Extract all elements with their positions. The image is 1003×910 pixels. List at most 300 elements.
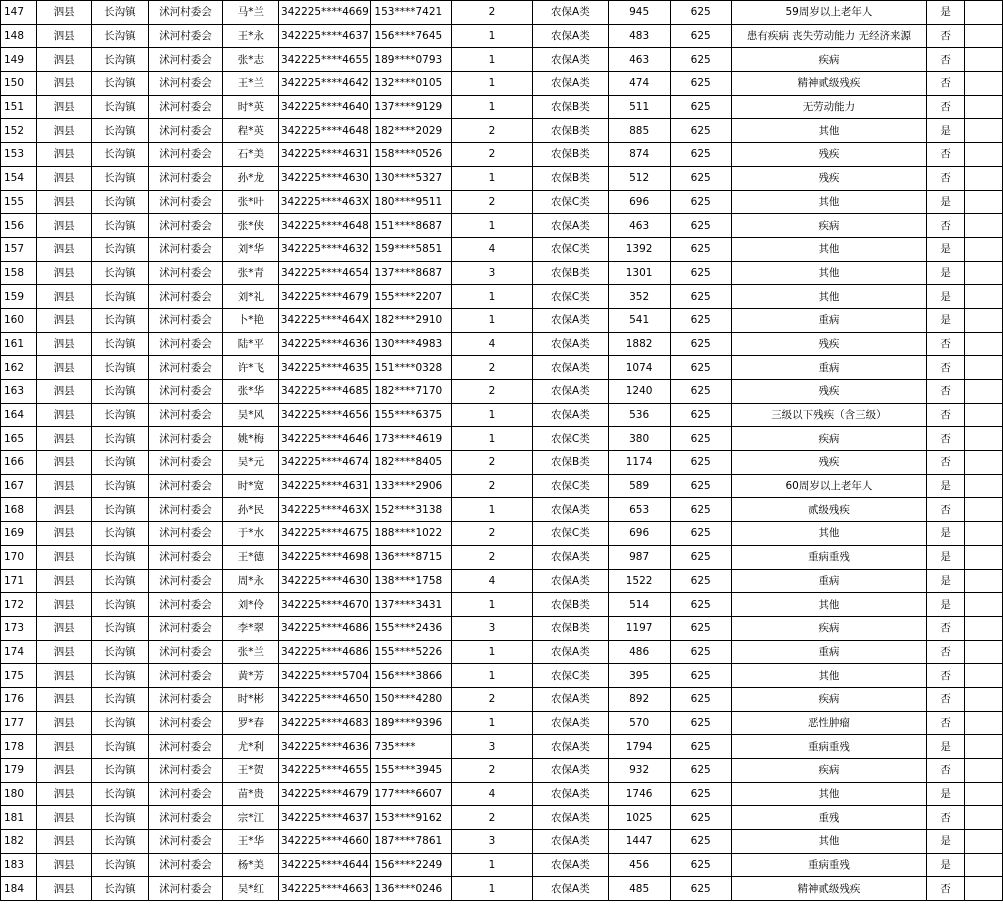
cell-county[interactable]: 泗县: [37, 545, 92, 569]
cell-insurance-type[interactable]: 农保B类: [533, 593, 609, 617]
cell-blank[interactable]: [965, 853, 1003, 877]
cell-standard[interactable]: 625: [670, 711, 731, 735]
cell-row-number[interactable]: 155: [1, 190, 37, 214]
cell-village-committee[interactable]: 沭河村委会: [148, 522, 223, 546]
cell-town[interactable]: 长沟镇: [92, 427, 149, 451]
cell-id-number[interactable]: 342225****4636: [279, 735, 371, 759]
cell-amount[interactable]: 874: [608, 143, 670, 167]
cell-flag[interactable]: 是: [926, 853, 964, 877]
cell-household-size[interactable]: 3: [451, 616, 532, 640]
cell-household-size[interactable]: 2: [451, 759, 532, 783]
cell-amount[interactable]: 1197: [608, 616, 670, 640]
cell-name[interactable]: 王*贺: [223, 759, 279, 783]
cell-amount[interactable]: 885: [608, 119, 670, 143]
cell-village-committee[interactable]: 沭河村委会: [148, 237, 223, 261]
cell-name[interactable]: 石*美: [223, 143, 279, 167]
cell-household-size[interactable]: 2: [451, 545, 532, 569]
cell-county[interactable]: 泗县: [37, 664, 92, 688]
cell-blank[interactable]: [965, 261, 1003, 285]
cell-town[interactable]: 长沟镇: [92, 759, 149, 783]
cell-blank[interactable]: [965, 664, 1003, 688]
cell-blank[interactable]: [965, 356, 1003, 380]
cell-reason[interactable]: 疾病: [731, 48, 926, 72]
cell-id-number[interactable]: 342225****4648: [279, 214, 371, 238]
cell-blank[interactable]: [965, 24, 1003, 48]
cell-town[interactable]: 长沟镇: [92, 1, 149, 25]
cell-id-number[interactable]: 342225****4674: [279, 451, 371, 475]
cell-row-number[interactable]: 152: [1, 119, 37, 143]
cell-id-number[interactable]: 342225****4648: [279, 119, 371, 143]
cell-reason[interactable]: 精神贰级残疾: [731, 877, 926, 901]
cell-amount[interactable]: 945: [608, 1, 670, 25]
cell-county[interactable]: 泗县: [37, 569, 92, 593]
cell-name[interactable]: 张*兰: [223, 640, 279, 664]
cell-amount[interactable]: 932: [608, 759, 670, 783]
cell-phone[interactable]: 159****5851: [371, 237, 451, 261]
cell-town[interactable]: 长沟镇: [92, 190, 149, 214]
cell-village-committee[interactable]: 沭河村委会: [148, 427, 223, 451]
cell-row-number[interactable]: 184: [1, 877, 37, 901]
cell-id-number[interactable]: 342225****4654: [279, 261, 371, 285]
cell-id-number[interactable]: 342225****4655: [279, 48, 371, 72]
cell-phone[interactable]: 158****0526: [371, 143, 451, 167]
cell-phone[interactable]: 189****9396: [371, 711, 451, 735]
cell-village-committee[interactable]: 沭河村委会: [148, 380, 223, 404]
cell-standard[interactable]: 625: [670, 640, 731, 664]
cell-id-number[interactable]: 342225****4655: [279, 759, 371, 783]
cell-phone[interactable]: 130****4983: [371, 332, 451, 356]
cell-county[interactable]: 泗县: [37, 830, 92, 854]
cell-blank[interactable]: [965, 166, 1003, 190]
cell-name[interactable]: 罗*春: [223, 711, 279, 735]
cell-reason[interactable]: 重残: [731, 806, 926, 830]
cell-id-number[interactable]: 342225****4630: [279, 569, 371, 593]
cell-blank[interactable]: [965, 143, 1003, 167]
cell-amount[interactable]: 987: [608, 545, 670, 569]
cell-name[interactable]: 孙*龙: [223, 166, 279, 190]
cell-blank[interactable]: [965, 1, 1003, 25]
cell-flag[interactable]: 否: [926, 403, 964, 427]
cell-county[interactable]: 泗县: [37, 261, 92, 285]
cell-town[interactable]: 长沟镇: [92, 782, 149, 806]
cell-name[interactable]: 吴*风: [223, 403, 279, 427]
cell-standard[interactable]: 625: [670, 664, 731, 688]
cell-standard[interactable]: 625: [670, 498, 731, 522]
cell-blank[interactable]: [965, 308, 1003, 332]
cell-row-number[interactable]: 153: [1, 143, 37, 167]
cell-reason[interactable]: 重病: [731, 356, 926, 380]
cell-amount[interactable]: 483: [608, 24, 670, 48]
cell-household-size[interactable]: 1: [451, 95, 532, 119]
cell-name[interactable]: 宗*江: [223, 806, 279, 830]
cell-town[interactable]: 长沟镇: [92, 735, 149, 759]
cell-name[interactable]: 李*翠: [223, 616, 279, 640]
cell-county[interactable]: 泗县: [37, 237, 92, 261]
cell-name[interactable]: 刘*伶: [223, 593, 279, 617]
cell-amount[interactable]: 541: [608, 308, 670, 332]
cell-blank[interactable]: [965, 830, 1003, 854]
cell-phone[interactable]: 136****8715: [371, 545, 451, 569]
cell-insurance-type[interactable]: 农保B类: [533, 95, 609, 119]
cell-town[interactable]: 长沟镇: [92, 616, 149, 640]
cell-id-number[interactable]: 342225****4686: [279, 640, 371, 664]
cell-insurance-type[interactable]: 农保A类: [533, 687, 609, 711]
cell-village-committee[interactable]: 沭河村委会: [148, 214, 223, 238]
cell-county[interactable]: 泗县: [37, 166, 92, 190]
cell-county[interactable]: 泗县: [37, 687, 92, 711]
cell-household-size[interactable]: 1: [451, 853, 532, 877]
cell-amount[interactable]: 1447: [608, 830, 670, 854]
cell-id-number[interactable]: 342225****463X: [279, 190, 371, 214]
cell-amount[interactable]: 653: [608, 498, 670, 522]
cell-flag[interactable]: 否: [926, 24, 964, 48]
cell-reason[interactable]: 60周岁以上老年人: [731, 474, 926, 498]
cell-household-size[interactable]: 1: [451, 166, 532, 190]
cell-amount[interactable]: 512: [608, 166, 670, 190]
cell-reason[interactable]: 疾病: [731, 427, 926, 451]
cell-standard[interactable]: 625: [670, 1, 731, 25]
cell-phone[interactable]: 155****6375: [371, 403, 451, 427]
cell-blank[interactable]: [965, 451, 1003, 475]
cell-insurance-type[interactable]: 农保B类: [533, 119, 609, 143]
cell-town[interactable]: 长沟镇: [92, 95, 149, 119]
cell-flag[interactable]: 是: [926, 735, 964, 759]
cell-reason[interactable]: 重病重残: [731, 545, 926, 569]
cell-insurance-type[interactable]: 农保A类: [533, 569, 609, 593]
cell-county[interactable]: 泗县: [37, 593, 92, 617]
cell-row-number[interactable]: 168: [1, 498, 37, 522]
cell-amount[interactable]: 514: [608, 593, 670, 617]
cell-standard[interactable]: 625: [670, 853, 731, 877]
cell-amount[interactable]: 456: [608, 853, 670, 877]
cell-reason[interactable]: 其他: [731, 237, 926, 261]
cell-reason[interactable]: 残疾: [731, 143, 926, 167]
cell-flag[interactable]: 否: [926, 711, 964, 735]
cell-amount[interactable]: 536: [608, 403, 670, 427]
cell-county[interactable]: 泗县: [37, 640, 92, 664]
cell-phone[interactable]: 155****2207: [371, 285, 451, 309]
cell-row-number[interactable]: 158: [1, 261, 37, 285]
cell-household-size[interactable]: 2: [451, 687, 532, 711]
cell-county[interactable]: 泗县: [37, 308, 92, 332]
cell-standard[interactable]: 625: [670, 451, 731, 475]
cell-reason[interactable]: 残疾: [731, 451, 926, 475]
cell-phone[interactable]: 153****9162: [371, 806, 451, 830]
cell-amount[interactable]: 463: [608, 214, 670, 238]
cell-household-size[interactable]: 2: [451, 451, 532, 475]
cell-county[interactable]: 泗县: [37, 853, 92, 877]
cell-phone[interactable]: 151****8687: [371, 214, 451, 238]
cell-village-committee[interactable]: 沭河村委会: [148, 569, 223, 593]
cell-insurance-type[interactable]: 农保A类: [533, 24, 609, 48]
cell-flag[interactable]: 是: [926, 261, 964, 285]
cell-blank[interactable]: [965, 285, 1003, 309]
cell-blank[interactable]: [965, 403, 1003, 427]
cell-standard[interactable]: 625: [670, 308, 731, 332]
cell-name[interactable]: 刘*礼: [223, 285, 279, 309]
cell-phone[interactable]: 177****6607: [371, 782, 451, 806]
cell-town[interactable]: 长沟镇: [92, 498, 149, 522]
cell-town[interactable]: 长沟镇: [92, 640, 149, 664]
cell-amount[interactable]: 696: [608, 190, 670, 214]
cell-town[interactable]: 长沟镇: [92, 261, 149, 285]
cell-flag[interactable]: 否: [926, 877, 964, 901]
cell-phone[interactable]: 155****5226: [371, 640, 451, 664]
cell-county[interactable]: 泗县: [37, 48, 92, 72]
cell-insurance-type[interactable]: 农保A类: [533, 711, 609, 735]
cell-household-size[interactable]: 2: [451, 806, 532, 830]
cell-household-size[interactable]: 3: [451, 830, 532, 854]
cell-id-number[interactable]: 342225****4635: [279, 356, 371, 380]
cell-standard[interactable]: 625: [670, 569, 731, 593]
cell-blank[interactable]: [965, 616, 1003, 640]
cell-reason[interactable]: 其他: [731, 522, 926, 546]
cell-phone[interactable]: 152****3138: [371, 498, 451, 522]
cell-town[interactable]: 长沟镇: [92, 380, 149, 404]
cell-village-committee[interactable]: 沭河村委会: [148, 119, 223, 143]
cell-village-committee[interactable]: 沭河村委会: [148, 308, 223, 332]
cell-id-number[interactable]: 342225****4669: [279, 1, 371, 25]
cell-town[interactable]: 长沟镇: [92, 237, 149, 261]
cell-household-size[interactable]: 1: [451, 593, 532, 617]
cell-name[interactable]: 许*飞: [223, 356, 279, 380]
cell-insurance-type[interactable]: 农保B类: [533, 616, 609, 640]
cell-name[interactable]: 张*叶: [223, 190, 279, 214]
cell-flag[interactable]: 否: [926, 616, 964, 640]
cell-reason[interactable]: 其他: [731, 664, 926, 688]
cell-amount[interactable]: 589: [608, 474, 670, 498]
cell-household-size[interactable]: 1: [451, 72, 532, 96]
cell-blank[interactable]: [965, 237, 1003, 261]
cell-village-committee[interactable]: 沭河村委会: [148, 853, 223, 877]
cell-reason[interactable]: 其他: [731, 782, 926, 806]
cell-amount[interactable]: 352: [608, 285, 670, 309]
cell-reason[interactable]: 残疾: [731, 332, 926, 356]
cell-reason[interactable]: 其他: [731, 119, 926, 143]
cell-id-number[interactable]: 342225****4685: [279, 380, 371, 404]
cell-insurance-type[interactable]: 农保A类: [533, 498, 609, 522]
cell-household-size[interactable]: 2: [451, 474, 532, 498]
cell-village-committee[interactable]: 沭河村委会: [148, 48, 223, 72]
cell-standard[interactable]: 625: [670, 356, 731, 380]
cell-village-committee[interactable]: 沭河村委会: [148, 72, 223, 96]
cell-standard[interactable]: 625: [670, 735, 731, 759]
cell-household-size[interactable]: 2: [451, 522, 532, 546]
cell-household-size[interactable]: 1: [451, 24, 532, 48]
cell-id-number[interactable]: 342225****463X: [279, 498, 371, 522]
cell-row-number[interactable]: 171: [1, 569, 37, 593]
cell-amount[interactable]: 1301: [608, 261, 670, 285]
cell-name[interactable]: 王*德: [223, 545, 279, 569]
cell-town[interactable]: 长沟镇: [92, 569, 149, 593]
cell-reason[interactable]: 其他: [731, 830, 926, 854]
cell-county[interactable]: 泗县: [37, 72, 92, 96]
cell-name[interactable]: 王*华: [223, 830, 279, 854]
cell-household-size[interactable]: 2: [451, 190, 532, 214]
cell-flag[interactable]: 是: [926, 522, 964, 546]
cell-standard[interactable]: 625: [670, 830, 731, 854]
cell-reason[interactable]: 其他: [731, 593, 926, 617]
cell-standard[interactable]: 625: [670, 474, 731, 498]
cell-row-number[interactable]: 163: [1, 380, 37, 404]
cell-name[interactable]: 尤*利: [223, 735, 279, 759]
cell-id-number[interactable]: 342225****4675: [279, 522, 371, 546]
cell-phone[interactable]: 138****1758: [371, 569, 451, 593]
cell-row-number[interactable]: 165: [1, 427, 37, 451]
cell-phone[interactable]: 133****2906: [371, 474, 451, 498]
cell-flag[interactable]: 是: [926, 593, 964, 617]
cell-blank[interactable]: [965, 593, 1003, 617]
cell-household-size[interactable]: 1: [451, 664, 532, 688]
cell-phone[interactable]: 150****4280: [371, 687, 451, 711]
cell-id-number[interactable]: 342225****4632: [279, 237, 371, 261]
cell-amount[interactable]: 486: [608, 640, 670, 664]
cell-town[interactable]: 长沟镇: [92, 403, 149, 427]
cell-reason[interactable]: 残疾: [731, 380, 926, 404]
cell-standard[interactable]: 625: [670, 782, 731, 806]
cell-household-size[interactable]: 2: [451, 356, 532, 380]
cell-row-number[interactable]: 183: [1, 853, 37, 877]
cell-phone[interactable]: 156****3866: [371, 664, 451, 688]
cell-insurance-type[interactable]: 农保A类: [533, 853, 609, 877]
cell-reason[interactable]: 其他: [731, 261, 926, 285]
cell-amount[interactable]: 1025: [608, 806, 670, 830]
cell-standard[interactable]: 625: [670, 261, 731, 285]
cell-household-size[interactable]: 4: [451, 332, 532, 356]
cell-county[interactable]: 泗县: [37, 759, 92, 783]
cell-reason[interactable]: 恶性肿瘤: [731, 711, 926, 735]
cell-row-number[interactable]: 159: [1, 285, 37, 309]
cell-town[interactable]: 长沟镇: [92, 522, 149, 546]
cell-household-size[interactable]: 1: [451, 214, 532, 238]
cell-town[interactable]: 长沟镇: [92, 664, 149, 688]
cell-blank[interactable]: [965, 545, 1003, 569]
cell-blank[interactable]: [965, 48, 1003, 72]
cell-household-size[interactable]: 1: [451, 48, 532, 72]
cell-amount[interactable]: 485: [608, 877, 670, 901]
cell-row-number[interactable]: 167: [1, 474, 37, 498]
cell-name[interactable]: 时*彬: [223, 687, 279, 711]
cell-insurance-type[interactable]: 农保A类: [533, 877, 609, 901]
cell-standard[interactable]: 625: [670, 332, 731, 356]
cell-household-size[interactable]: 2: [451, 1, 532, 25]
cell-row-number[interactable]: 160: [1, 308, 37, 332]
cell-amount[interactable]: 570: [608, 711, 670, 735]
cell-row-number[interactable]: 172: [1, 593, 37, 617]
cell-household-size[interactable]: 1: [451, 711, 532, 735]
cell-village-committee[interactable]: 沭河村委会: [148, 451, 223, 475]
cell-flag[interactable]: 否: [926, 664, 964, 688]
cell-household-size[interactable]: 3: [451, 261, 532, 285]
cell-phone[interactable]: 153****7421: [371, 1, 451, 25]
cell-row-number[interactable]: 173: [1, 616, 37, 640]
cell-row-number[interactable]: 151: [1, 95, 37, 119]
cell-blank[interactable]: [965, 95, 1003, 119]
cell-phone[interactable]: 188****1022: [371, 522, 451, 546]
cell-insurance-type[interactable]: 农保B类: [533, 166, 609, 190]
cell-id-number[interactable]: 342225****4686: [279, 616, 371, 640]
cell-phone[interactable]: 151****0328: [371, 356, 451, 380]
cell-standard[interactable]: 625: [670, 616, 731, 640]
cell-row-number[interactable]: 161: [1, 332, 37, 356]
cell-standard[interactable]: 625: [670, 759, 731, 783]
cell-blank[interactable]: [965, 474, 1003, 498]
cell-name[interactable]: 张*华: [223, 380, 279, 404]
cell-id-number[interactable]: 342225****5704: [279, 664, 371, 688]
cell-phone[interactable]: 182****2029: [371, 119, 451, 143]
cell-flag[interactable]: 是: [926, 308, 964, 332]
cell-name[interactable]: 苗*贵: [223, 782, 279, 806]
cell-id-number[interactable]: 342225****464X: [279, 308, 371, 332]
cell-village-committee[interactable]: 沭河村委会: [148, 759, 223, 783]
cell-standard[interactable]: 625: [670, 190, 731, 214]
cell-blank[interactable]: [965, 782, 1003, 806]
cell-id-number[interactable]: 342225****4656: [279, 403, 371, 427]
cell-row-number[interactable]: 162: [1, 356, 37, 380]
cell-id-number[interactable]: 342225****4642: [279, 72, 371, 96]
cell-name[interactable]: 黄*芳: [223, 664, 279, 688]
cell-insurance-type[interactable]: 农保C类: [533, 190, 609, 214]
cell-standard[interactable]: 625: [670, 380, 731, 404]
cell-standard[interactable]: 625: [670, 427, 731, 451]
cell-county[interactable]: 泗县: [37, 1, 92, 25]
cell-village-committee[interactable]: 沭河村委会: [148, 664, 223, 688]
cell-reason[interactable]: 重病: [731, 308, 926, 332]
cell-village-committee[interactable]: 沭河村委会: [148, 640, 223, 664]
cell-town[interactable]: 长沟镇: [92, 545, 149, 569]
cell-village-committee[interactable]: 沭河村委会: [148, 593, 223, 617]
cell-id-number[interactable]: 342225****4660: [279, 830, 371, 854]
cell-row-number[interactable]: 175: [1, 664, 37, 688]
cell-county[interactable]: 泗县: [37, 285, 92, 309]
cell-flag[interactable]: 否: [926, 427, 964, 451]
cell-row-number[interactable]: 157: [1, 237, 37, 261]
cell-insurance-type[interactable]: 农保A类: [533, 830, 609, 854]
cell-county[interactable]: 泗县: [37, 214, 92, 238]
cell-reason[interactable]: 疾病: [731, 759, 926, 783]
cell-county[interactable]: 泗县: [37, 190, 92, 214]
cell-id-number[interactable]: 342225****4683: [279, 711, 371, 735]
cell-village-committee[interactable]: 沭河村委会: [148, 332, 223, 356]
cell-phone[interactable]: 187****7861: [371, 830, 451, 854]
cell-town[interactable]: 长沟镇: [92, 687, 149, 711]
cell-town[interactable]: 长沟镇: [92, 830, 149, 854]
cell-town[interactable]: 长沟镇: [92, 24, 149, 48]
cell-phone[interactable]: 173****4619: [371, 427, 451, 451]
cell-village-committee[interactable]: 沭河村委会: [148, 285, 223, 309]
cell-amount[interactable]: 474: [608, 72, 670, 96]
cell-standard[interactable]: 625: [670, 285, 731, 309]
cell-name[interactable]: 时*英: [223, 95, 279, 119]
cell-row-number[interactable]: 148: [1, 24, 37, 48]
cell-village-committee[interactable]: 沭河村委会: [148, 498, 223, 522]
cell-household-size[interactable]: 2: [451, 380, 532, 404]
cell-amount[interactable]: 1392: [608, 237, 670, 261]
cell-county[interactable]: 泗县: [37, 427, 92, 451]
cell-flag[interactable]: 是: [926, 569, 964, 593]
cell-county[interactable]: 泗县: [37, 24, 92, 48]
cell-flag[interactable]: 否: [926, 380, 964, 404]
cell-phone[interactable]: 735****: [371, 735, 451, 759]
cell-name[interactable]: 张*志: [223, 48, 279, 72]
cell-blank[interactable]: [965, 687, 1003, 711]
cell-phone[interactable]: 182****8405: [371, 451, 451, 475]
cell-reason[interactable]: 精神贰级残疾: [731, 72, 926, 96]
cell-town[interactable]: 长沟镇: [92, 285, 149, 309]
cell-row-number[interactable]: 180: [1, 782, 37, 806]
cell-village-committee[interactable]: 沭河村委会: [148, 806, 223, 830]
cell-blank[interactable]: [965, 735, 1003, 759]
